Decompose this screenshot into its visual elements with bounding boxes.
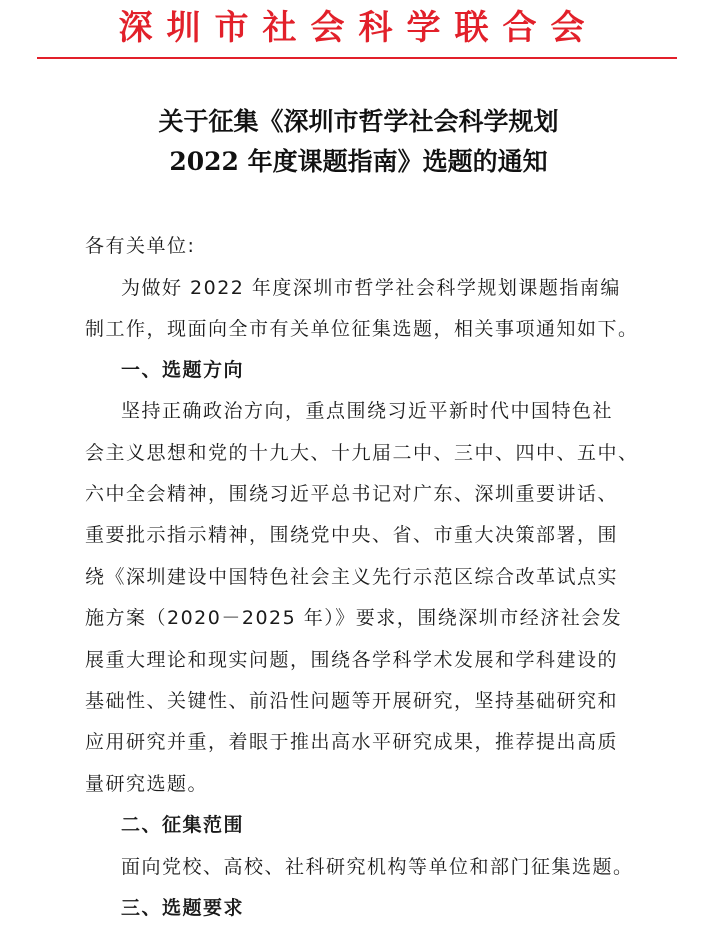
section1-line-1: 坚持正确政治方向，重点围绕习近平新时代中国特色社	[121, 400, 614, 422]
section1-line-2: 会主义思想和党的十九大、十九届二中、三中、四中、五中、	[85, 442, 639, 464]
section1-line-10: 量研究选题。	[85, 773, 209, 795]
intro-line-2: 制工作，现面向全市有关单位征集选题，相关事项通知如下。	[85, 318, 639, 340]
salutation: 各有关单位:	[85, 235, 196, 257]
section2-line-1: 面向党校、高校、社科研究机构等单位和部门征集选题。	[121, 856, 634, 878]
document-title	[0, 102, 717, 182]
title-line-1: 关于征集《深圳市哲学社会科学规划	[158, 107, 559, 136]
section1-line-6: 施方案（2020－2025 年）》要求，围绕深圳市经济社会发	[85, 607, 623, 629]
intro-line-1: 为做好 2022 年度深圳市哲学社会科学规划课题指南编	[121, 277, 621, 299]
section1-line-4: 重要批示指示精神，围绕党中央、省、市重大决策部署，围	[85, 524, 619, 546]
section-heading-direction: 一、选题方向	[121, 359, 245, 381]
section1-line-5: 绕《深圳建设中国特色社会主义先行示范区综合改革试点实	[85, 566, 619, 588]
section1-line-3: 六中全会精神，围绕习近平总书记对广东、深圳重要讲话、	[85, 483, 619, 505]
masthead-red-rule	[37, 57, 677, 59]
title-line-2: 2022 年度课题指南》选题的通知	[169, 147, 548, 176]
section1-line-9: 应用研究并重，着眼于推出高水平研究成果，推荐提出高质	[85, 731, 619, 753]
section-heading-scope: 二、征集范围	[121, 814, 245, 836]
section1-line-8: 基础性、关键性、前沿性问题等开展研究，坚持基础研究和	[85, 690, 619, 712]
masthead-title: 深圳市社会科学联合会	[118, 8, 599, 48]
section1-line-7: 展重大理论和现实问题，围绕各学科学术发展和学科建设的	[85, 649, 619, 671]
section-heading-requirements: 三、选题要求	[121, 897, 245, 919]
